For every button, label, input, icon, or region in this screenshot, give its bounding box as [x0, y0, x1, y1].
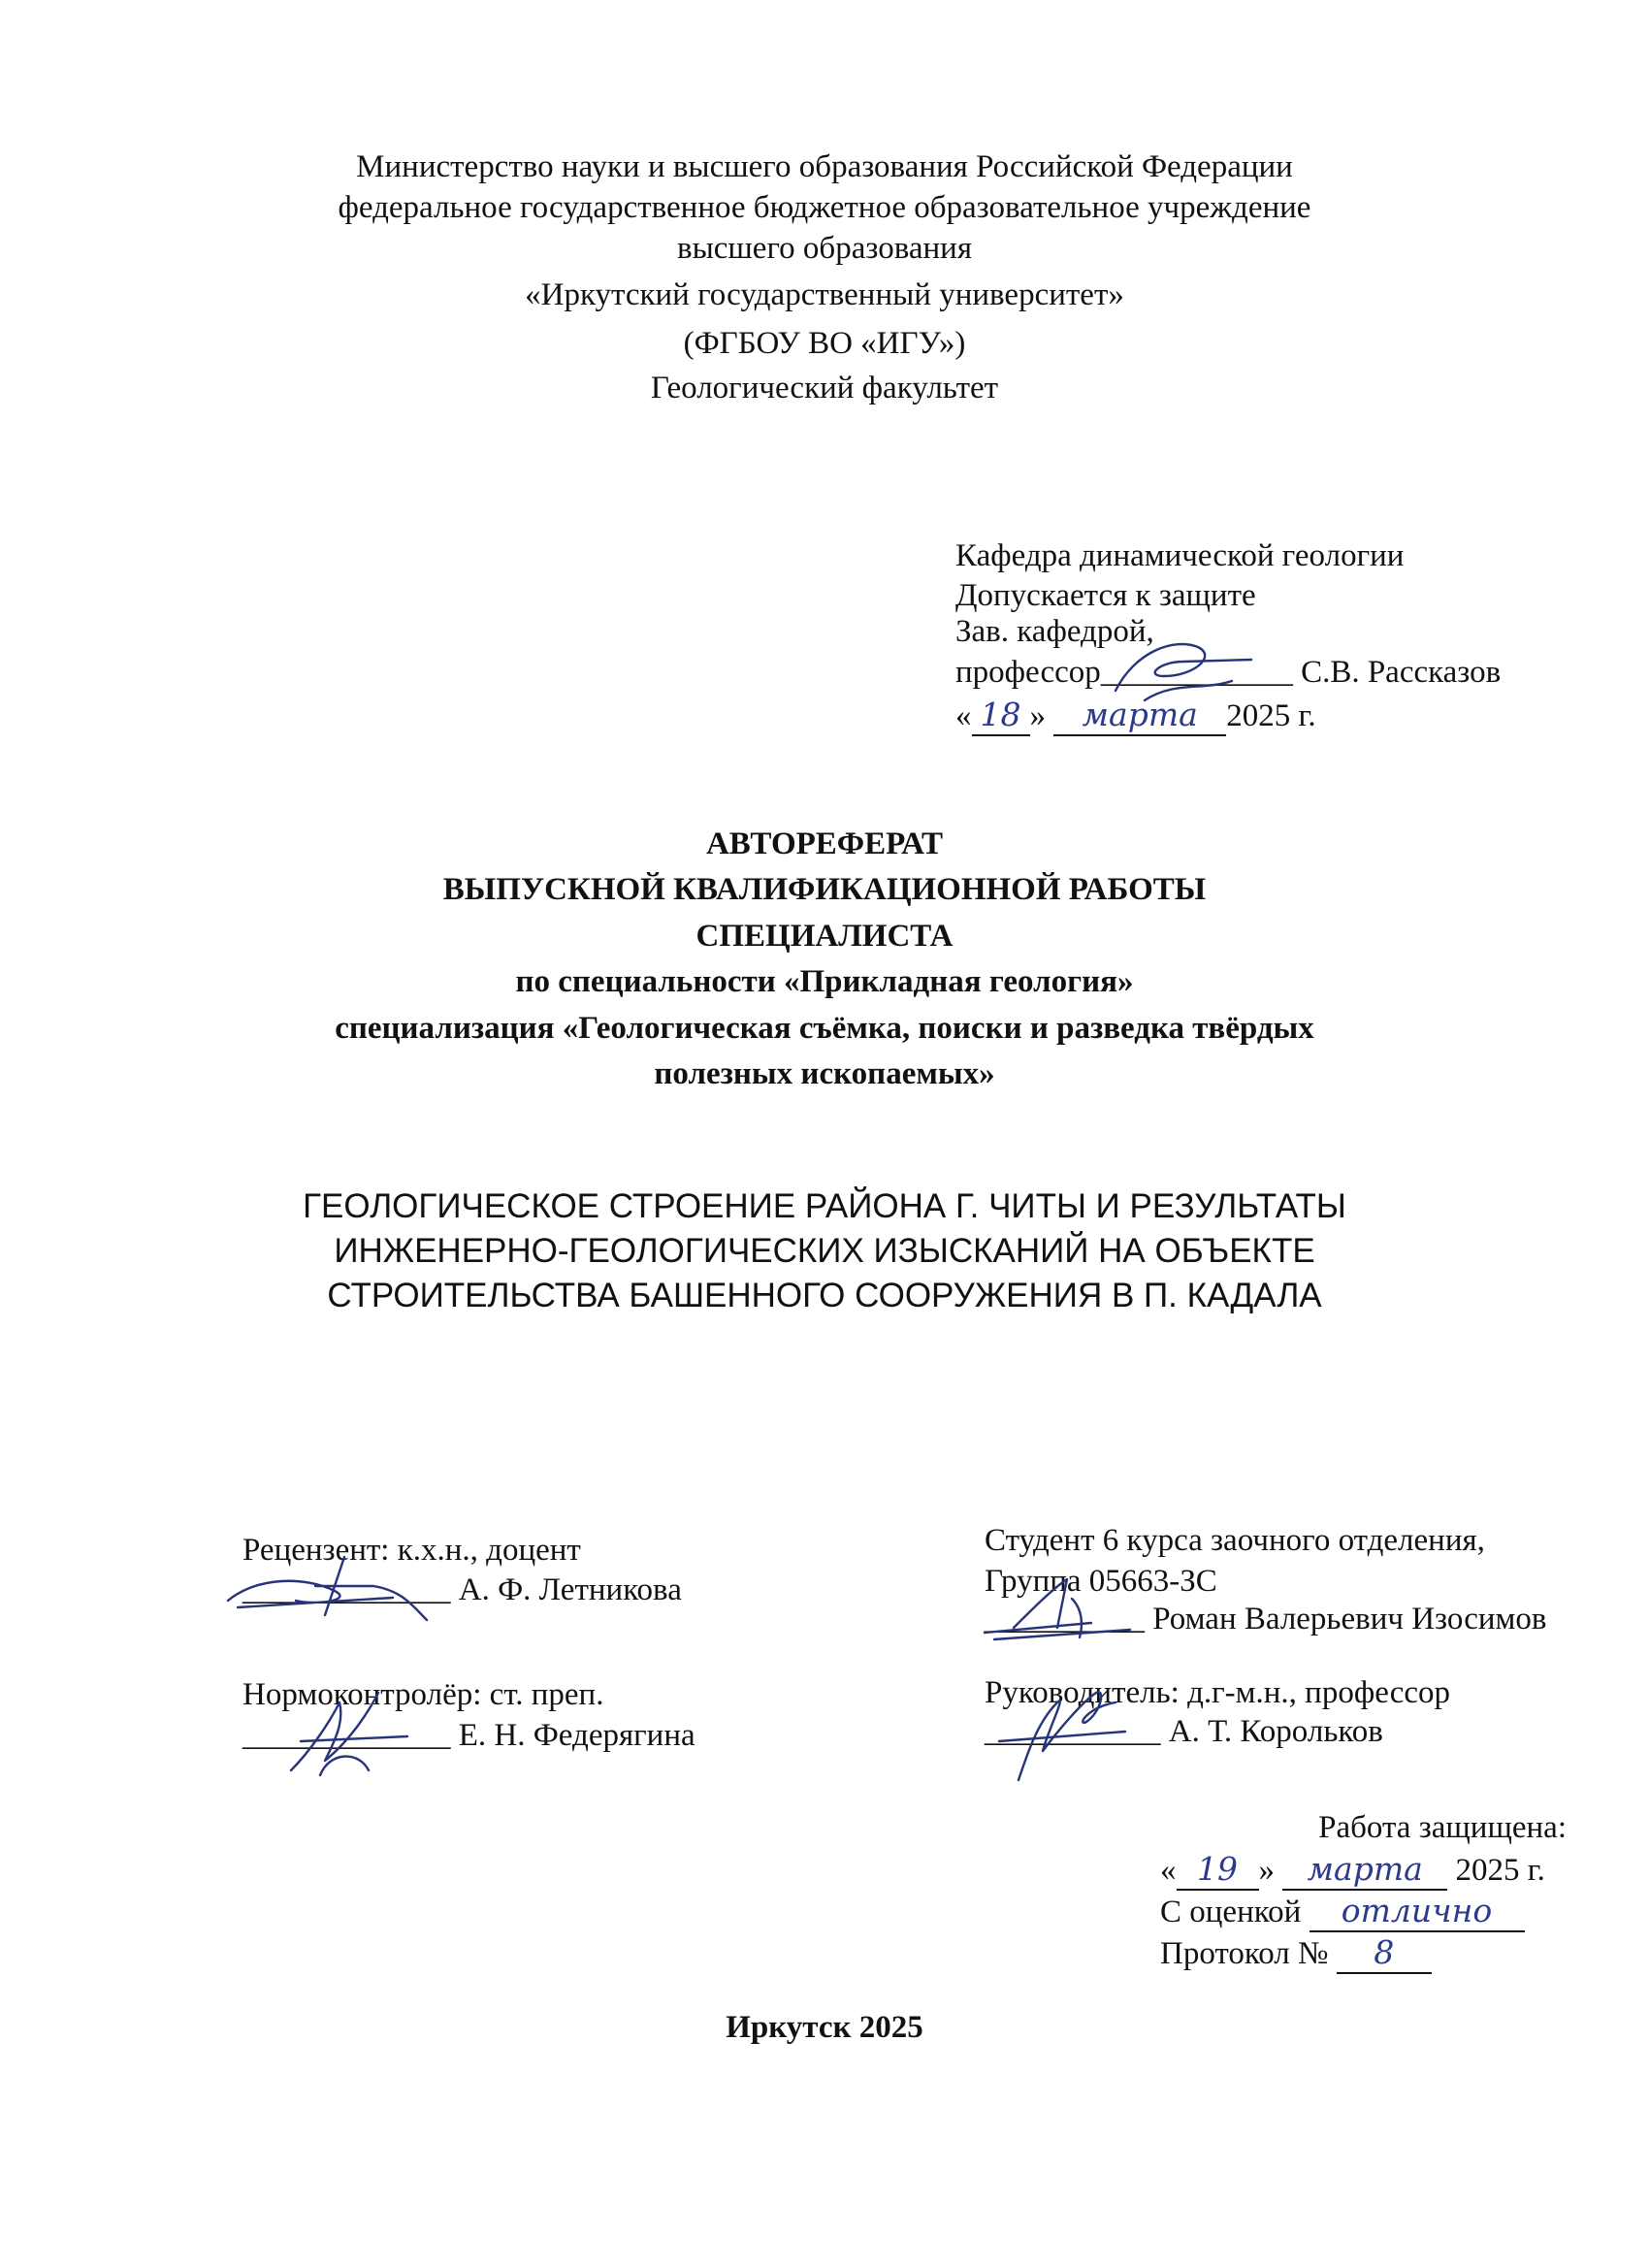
faculty-name: Геологический факультет [650, 371, 999, 405]
protocol-row [1160, 1933, 1432, 1974]
defense-date-close: » [1258, 1853, 1275, 1888]
abstract-heading: АВТОРЕФЕРАТ [705, 826, 944, 861]
city-year: Иркутск 2025 [726, 2010, 923, 2045]
thesis-title-line-2: ИНЖЕНЕРНО-ГЕОЛОГИЧЕСКИХ ИЗЫСКАНИЙ НА ОБЪЕКТЕ [334, 1232, 1315, 1270]
student-signature-line: __________ [985, 1602, 1145, 1636]
normcontrol-signature-line: _____________ [242, 1718, 451, 1753]
thesis-title-line-3: СТРОИТЕЛЬСТВА БАШЕННОГО СООРУЖЕНИЯ В П. КАДАЛА [327, 1277, 1322, 1314]
institution-type-line: федеральное государственное бюджетное образовательное учреждение [338, 190, 1311, 225]
defense-date-day: 19 [1177, 1850, 1259, 1891]
approval-date-month: марта [1053, 696, 1226, 736]
admission-text: Допускается к защите [955, 578, 1256, 613]
protocol-value: 8 [1337, 1933, 1432, 1974]
department-name: Кафедра динамической геологии [955, 538, 1405, 573]
education-level-line: высшего образования [677, 231, 972, 266]
work-type-heading: ВЫПУСКНОЙ КВАЛИФИКАЦИОННОЙ РАБОТЫ [442, 872, 1207, 907]
normcontrol-name: Е. Н. Федерягина [458, 1718, 695, 1753]
reviewer-name: А. Ф. Летникова [458, 1572, 682, 1607]
head-prefix: профессор [955, 655, 1101, 690]
head-signature-line: ____________ [1100, 655, 1293, 690]
approval-date-close: » [1029, 698, 1046, 733]
defense-date-open: « [1160, 1853, 1177, 1888]
supervisor-signature-line: ___________ [985, 1714, 1161, 1749]
grade-value: отлично [1310, 1892, 1525, 1932]
defense-label: Работа защищена: [1318, 1810, 1567, 1845]
specialty-line: по специальности «Прикладная геология» [515, 964, 1134, 999]
protocol-label: Протокол № [1160, 1936, 1329, 1971]
head-title: Зав. кафедрой, [955, 614, 1154, 649]
defense-date-month: марта [1282, 1850, 1447, 1891]
thesis-title-line-1: ГЕОЛОГИЧЕСКОЕ СТРОЕНИЕ РАЙОНА Г. ЧИТЫ И РЕЗУЛЬТАТЫ [303, 1187, 1346, 1225]
approval-date-year: 2025 г. [1226, 698, 1316, 733]
student-group: Группа 05663-ЗС [985, 1564, 1217, 1599]
degree-heading: СПЕЦИАЛИСТА [695, 919, 954, 954]
supervisor-role: Руководитель: д.г-м.н., профессор [985, 1675, 1450, 1710]
student-role: Студент 6 курса заочного отделения, [985, 1523, 1485, 1558]
reviewer-signature [218, 1547, 441, 1635]
approval-date-row [955, 696, 1316, 736]
approval-date-day: 18 [972, 696, 1030, 736]
reviewer-signature-line: _____________ [242, 1572, 451, 1607]
reviewer-role: Рецензент: к.х.н., доцент [242, 1533, 581, 1568]
normcontrol-signature [281, 1683, 427, 1790]
university-abbreviation: (ФГБОУ ВО «ИГУ») [683, 326, 966, 361]
approval-date-open: « [955, 698, 972, 733]
student-name: Роман Валерьевич Изосимов [1152, 1602, 1547, 1636]
specialization-line-1: специализация «Геологическая съёмка, поиски и разведка твёрдых [335, 1011, 1314, 1046]
supervisor-name: А. Т. Корольков [1168, 1714, 1383, 1749]
specialization-line-2: полезных ископаемых» [654, 1056, 995, 1091]
university-name: «Иркутский государственный университет» [525, 277, 1124, 312]
defense-date-year: 2025 г. [1455, 1853, 1545, 1888]
student-signature [975, 1570, 1149, 1647]
head-name: С.В. Рассказов [1301, 655, 1502, 690]
ministry-line: Министерство науки и высшего образования Российской Федерации [356, 149, 1293, 184]
grade-row [1160, 1892, 1525, 1932]
defense-date-row [1160, 1850, 1545, 1891]
grade-label: С оценкой [1160, 1895, 1302, 1929]
normcontrol-role: Нормоконтролёр: ст. преп. [242, 1677, 604, 1712]
supervisor-signature [989, 1673, 1135, 1799]
